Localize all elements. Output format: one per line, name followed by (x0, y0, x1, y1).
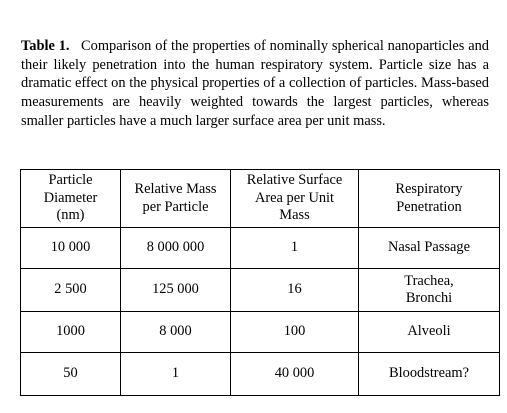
cell-penetration: Nasal Passage (359, 228, 500, 269)
header-respiratory-penetration: Respiratory Penetration (359, 170, 500, 228)
cell-penetration: Bloodstream? (359, 353, 500, 396)
cell-mass: 8 000 000 (121, 228, 231, 269)
header-row (21, 170, 500, 228)
cell-surface: 1 (231, 228, 359, 269)
table-row (21, 353, 500, 396)
cell-mass: 125 000 (121, 269, 231, 312)
cell-diameter: 10 000 (21, 228, 121, 269)
cell-diameter: 50 (21, 353, 121, 396)
header-relative-surface-area: Relative Surface Area per Unit Mass (231, 170, 359, 228)
cell-surface: 16 (231, 269, 359, 312)
header-relative-mass: Relative Mass per Particle (121, 170, 231, 228)
cell-penetration: Alveoli (359, 312, 500, 353)
cell-penetration: Trachea, Bronchi (359, 269, 500, 312)
cell-mass: 1 (121, 353, 231, 396)
cell-surface: 100 (231, 312, 359, 353)
particle-properties-table (20, 169, 500, 396)
table-row (21, 312, 500, 353)
table-caption (21, 37, 489, 131)
cell-mass: 8 000 (121, 312, 231, 353)
table-row (21, 269, 500, 312)
table-row (21, 228, 500, 269)
cell-diameter: 1000 (21, 312, 121, 353)
cell-surface: 40 000 (231, 353, 359, 396)
caption-text: Comparison of the properties of nominally spherical nanoparticles and their likely penetration into the human respiratory system. Particle size has a dramatic effect on the physical properties of a collection of particles. Mass-based measurements are heavily weighted towards the largest particles, whereas smaller particles have a much larger surface area per unit mass. (21, 38, 489, 129)
cell-diameter: 2 500 (21, 269, 121, 312)
table-label: Table 1. (21, 38, 70, 54)
header-particle-diameter: Particle Diameter (nm) (21, 170, 121, 228)
